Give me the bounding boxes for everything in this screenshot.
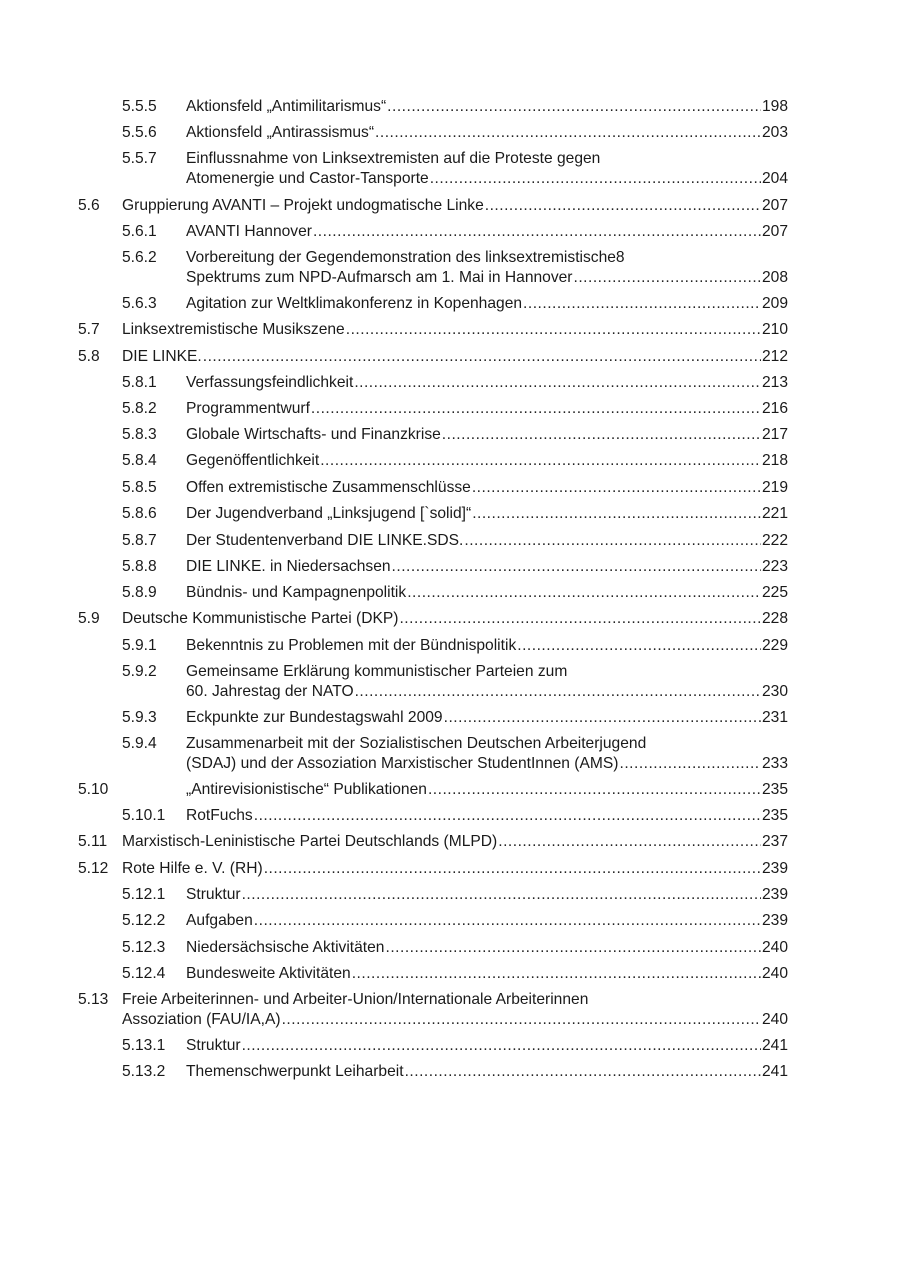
section-number: 5.6.3 bbox=[122, 295, 157, 312]
dot-leader bbox=[386, 938, 761, 958]
section-number: 5.6.2 bbox=[122, 249, 157, 266]
dot-leader bbox=[517, 636, 761, 656]
section-title: Atomenergie und Castor-Tansporte bbox=[186, 170, 429, 187]
section-number: 5.9.4 bbox=[122, 735, 157, 752]
dot-leader bbox=[619, 754, 760, 774]
dot-leader bbox=[282, 1010, 761, 1030]
page-number: 216 bbox=[761, 400, 788, 417]
section-title: Aktionsfeld „Antirassismus“ bbox=[186, 124, 375, 141]
page-number: 240 bbox=[761, 939, 788, 956]
dot-leader bbox=[407, 583, 761, 603]
section-number: 5.9.1 bbox=[122, 637, 157, 654]
dot-leader bbox=[354, 373, 761, 393]
section-number: 5.9 bbox=[78, 610, 100, 627]
section-title: Struktur bbox=[186, 1037, 241, 1054]
page-number: 229 bbox=[761, 637, 788, 654]
page-number: 217 bbox=[761, 426, 788, 443]
section-title: (SDAJ) und der Assoziation Marxistischer StudentInnen (AMS) bbox=[186, 755, 619, 772]
section-number: 5.8.6 bbox=[122, 505, 157, 522]
toc-entry[interactable] bbox=[78, 373, 788, 393]
page-number: 208 bbox=[761, 269, 788, 286]
dot-leader bbox=[392, 557, 761, 577]
dot-leader bbox=[523, 294, 761, 314]
section-title: RotFuchs bbox=[186, 807, 253, 824]
section-title: DIE LINKE. in Niedersachsen bbox=[186, 558, 391, 575]
section-title: Aufgaben bbox=[186, 912, 253, 929]
section-title: Gegenöffentlichkeit bbox=[186, 452, 320, 469]
page-number: 219 bbox=[761, 479, 788, 496]
section-title: Zusammenarbeit mit der Sozialistischen Deutschen Arbeiterjugend bbox=[186, 735, 647, 752]
section-title: Eckpunkte zur Bundestagswahl 2009 bbox=[186, 709, 443, 726]
toc-entry[interactable] bbox=[78, 97, 788, 117]
page-number: 213 bbox=[761, 374, 788, 391]
section-title: Der Jugendverband „Linksjugend [`solid]“ bbox=[186, 505, 472, 522]
page-number: 230 bbox=[761, 683, 788, 700]
dot-leader bbox=[574, 268, 761, 288]
toc-entry[interactable] bbox=[78, 196, 788, 216]
section-number: 5.12.4 bbox=[122, 965, 166, 982]
toc-entry[interactable] bbox=[78, 1036, 788, 1056]
dot-leader bbox=[346, 320, 761, 340]
section-title: AVANTI Hannover bbox=[186, 223, 312, 240]
section-number: 5.5.7 bbox=[122, 150, 157, 167]
section-number: 5.8.1 bbox=[122, 374, 157, 391]
section-title: Globale Wirtschafts- und Finanzkrise bbox=[186, 426, 441, 443]
section-number: 5.13 bbox=[78, 991, 109, 1008]
section-title: Spektrums zum NPD-Aufmarsch am 1. Mai in Hannover bbox=[186, 269, 573, 286]
dot-leader bbox=[311, 399, 761, 419]
toc-entry[interactable] bbox=[78, 938, 788, 958]
section-title: Freie Arbeiterinnen- und Arbeiter-Union/Internationale Arbeiterinnen bbox=[122, 991, 589, 1008]
toc-entry[interactable] bbox=[78, 806, 788, 826]
section-number: 5.10.1 bbox=[122, 807, 166, 824]
toc-entry[interactable] bbox=[78, 734, 788, 774]
dot-leader bbox=[320, 451, 761, 471]
section-number: 5.12.3 bbox=[122, 939, 166, 956]
dot-leader bbox=[485, 196, 761, 216]
section-title: Deutsche Kommunistische Partei (DKP) bbox=[122, 610, 399, 627]
section-title: Assoziation (FAU/IA,A) bbox=[122, 1011, 281, 1028]
section-title: Bündnis- und Kampagnenpolitik bbox=[186, 584, 407, 601]
toc-entry[interactable] bbox=[78, 780, 788, 800]
section-number: 5.8 bbox=[78, 348, 100, 365]
page-number: 225 bbox=[761, 584, 788, 601]
section-title: Struktur bbox=[186, 886, 241, 903]
section-number: 5.12.2 bbox=[122, 912, 166, 929]
section-number: 5.12.1 bbox=[122, 886, 166, 903]
toc-entry[interactable] bbox=[78, 248, 788, 288]
section-number: 5.8.9 bbox=[122, 584, 157, 601]
section-title: Der Studentenverband DIE LINKE.SDS. bbox=[186, 532, 464, 549]
toc-entry[interactable] bbox=[78, 964, 788, 984]
page-number: 204 bbox=[761, 170, 788, 187]
section-title: Bekenntnis zu Problemen mit der Bündnispolitik bbox=[186, 637, 517, 654]
section-title: „Antirevisionistische“ Publikationen bbox=[186, 781, 427, 798]
page-number: 241 bbox=[761, 1037, 788, 1054]
dot-leader bbox=[444, 708, 761, 728]
dot-leader bbox=[430, 169, 761, 189]
section-title: DIE LINKE. bbox=[122, 348, 202, 365]
section-title: Programmentwurf bbox=[186, 400, 310, 417]
section-title: Vorbereitung der Gegendemonstration des linksextremistische8 bbox=[186, 249, 625, 266]
toc-entry[interactable] bbox=[78, 123, 788, 143]
section-number: 5.8.8 bbox=[122, 558, 157, 575]
section-title: Agitation zur Weltklimakonferenz in Kopenhagen bbox=[186, 295, 523, 312]
toc-entry[interactable] bbox=[78, 859, 788, 879]
section-title: Rote Hilfe e. V. (RH) bbox=[122, 860, 263, 877]
dot-leader bbox=[428, 780, 761, 800]
toc-entry[interactable] bbox=[78, 399, 788, 419]
section-number: 5.8.4 bbox=[122, 452, 157, 469]
dot-leader bbox=[387, 97, 761, 117]
section-title: Offen extremistische Zusammenschlüsse bbox=[186, 479, 471, 496]
dot-leader bbox=[313, 222, 761, 242]
section-title: Bundesweite Aktivitäten bbox=[186, 965, 351, 982]
page-number: 207 bbox=[761, 223, 788, 240]
dot-leader bbox=[203, 347, 761, 367]
page-number: 235 bbox=[761, 807, 788, 824]
section-title: Themenschwerpunkt Leiharbeit bbox=[186, 1063, 404, 1080]
page-number: 239 bbox=[761, 912, 788, 929]
page-number: 210 bbox=[761, 321, 788, 338]
page-number: 223 bbox=[761, 558, 788, 575]
section-number: 5.8.3 bbox=[122, 426, 157, 443]
page-number: 239 bbox=[761, 886, 788, 903]
section-title: Linksextremistische Musikszene bbox=[122, 321, 345, 338]
page-number: 233 bbox=[761, 755, 788, 772]
section-number: 5.5.6 bbox=[122, 124, 157, 141]
page-number: 218 bbox=[761, 452, 788, 469]
toc-entry[interactable] bbox=[78, 832, 788, 852]
section-number: 5.8.5 bbox=[122, 479, 157, 496]
section-number: 5.8.2 bbox=[122, 400, 157, 417]
dot-leader bbox=[498, 832, 761, 852]
toc-entry[interactable] bbox=[78, 990, 788, 1030]
section-title: Gruppierung AVANTI – Projekt undogmatische Linke bbox=[122, 197, 484, 214]
page-number: 198 bbox=[761, 98, 788, 115]
section-title: Gemeinsame Erklärung kommunistischer Parteien zum bbox=[186, 663, 568, 680]
toc-entry[interactable] bbox=[78, 425, 788, 445]
dot-leader bbox=[264, 859, 761, 879]
toc-entry[interactable] bbox=[78, 478, 788, 498]
dot-leader bbox=[242, 1036, 761, 1056]
toc-entry[interactable] bbox=[78, 222, 788, 242]
toc-entry[interactable] bbox=[78, 531, 788, 551]
page-number: 203 bbox=[761, 124, 788, 141]
section-number: 5.9.2 bbox=[122, 663, 157, 680]
section-title: Marxistisch-Leninistische Partei Deutschlands (MLPD) bbox=[122, 833, 498, 850]
section-number: 5.8.7 bbox=[122, 532, 157, 549]
toc-entry[interactable] bbox=[78, 911, 788, 931]
dot-leader bbox=[472, 478, 761, 498]
page-number: 241 bbox=[761, 1063, 788, 1080]
section-number: 5.11 bbox=[78, 833, 108, 850]
toc-entry[interactable] bbox=[78, 636, 788, 656]
toc-entry[interactable] bbox=[78, 504, 788, 524]
page-number: 221 bbox=[761, 505, 788, 522]
toc-entry[interactable] bbox=[78, 557, 788, 577]
dot-leader bbox=[254, 911, 761, 931]
page-number: 231 bbox=[761, 709, 788, 726]
dot-leader bbox=[242, 885, 761, 905]
section-title: 60. Jahrestag der NATO bbox=[186, 683, 354, 700]
page-number: 235 bbox=[761, 781, 788, 798]
section-number: 5.10 bbox=[78, 781, 109, 798]
toc-entry[interactable] bbox=[78, 149, 788, 189]
dot-leader bbox=[254, 806, 761, 826]
dot-leader bbox=[355, 682, 761, 702]
section-number: 5.9.3 bbox=[122, 709, 157, 726]
dot-leader bbox=[399, 609, 761, 629]
section-title: Verfassungsfeindlichkeit bbox=[186, 374, 354, 391]
section-title: Aktionsfeld „Antimilitarismus“ bbox=[186, 98, 387, 115]
page-number: 237 bbox=[761, 833, 788, 850]
page-number: 240 bbox=[761, 1011, 788, 1028]
section-number: 5.6.1 bbox=[122, 223, 157, 240]
section-number: 5.12 bbox=[78, 860, 109, 877]
toc-entry[interactable] bbox=[78, 609, 788, 629]
page-number: 209 bbox=[761, 295, 788, 312]
section-number: 5.7 bbox=[78, 321, 100, 338]
section-number: 5.6 bbox=[78, 197, 100, 214]
page-number: 212 bbox=[761, 348, 788, 365]
dot-leader bbox=[472, 504, 761, 524]
section-number: 5.13.2 bbox=[122, 1063, 166, 1080]
toc-entry[interactable] bbox=[78, 320, 788, 340]
toc-entry[interactable] bbox=[78, 1062, 788, 1082]
toc-entry[interactable] bbox=[78, 347, 788, 367]
page-number: 228 bbox=[761, 610, 788, 627]
section-title: Niedersächsische Aktivitäten bbox=[186, 939, 385, 956]
toc-entry[interactable] bbox=[78, 451, 788, 471]
page-number: 239 bbox=[761, 860, 788, 877]
dot-leader bbox=[352, 964, 761, 984]
dot-leader bbox=[464, 531, 761, 551]
toc-entry[interactable] bbox=[78, 885, 788, 905]
section-number: 5.5.5 bbox=[122, 98, 157, 115]
page-number: 222 bbox=[761, 532, 788, 549]
dot-leader bbox=[442, 425, 761, 445]
toc-entry[interactable] bbox=[78, 583, 788, 603]
toc-entry[interactable] bbox=[78, 294, 788, 314]
page-number: 207 bbox=[761, 197, 788, 214]
toc-entry[interactable] bbox=[78, 662, 788, 702]
section-title: Einflussnahme von Linksextremisten auf die Proteste gegen bbox=[186, 150, 601, 167]
toc-entry[interactable] bbox=[78, 708, 788, 728]
dot-leader bbox=[375, 123, 761, 143]
page-number: 240 bbox=[761, 965, 788, 982]
dot-leader bbox=[405, 1062, 761, 1082]
section-number: 5.13.1 bbox=[122, 1037, 166, 1054]
